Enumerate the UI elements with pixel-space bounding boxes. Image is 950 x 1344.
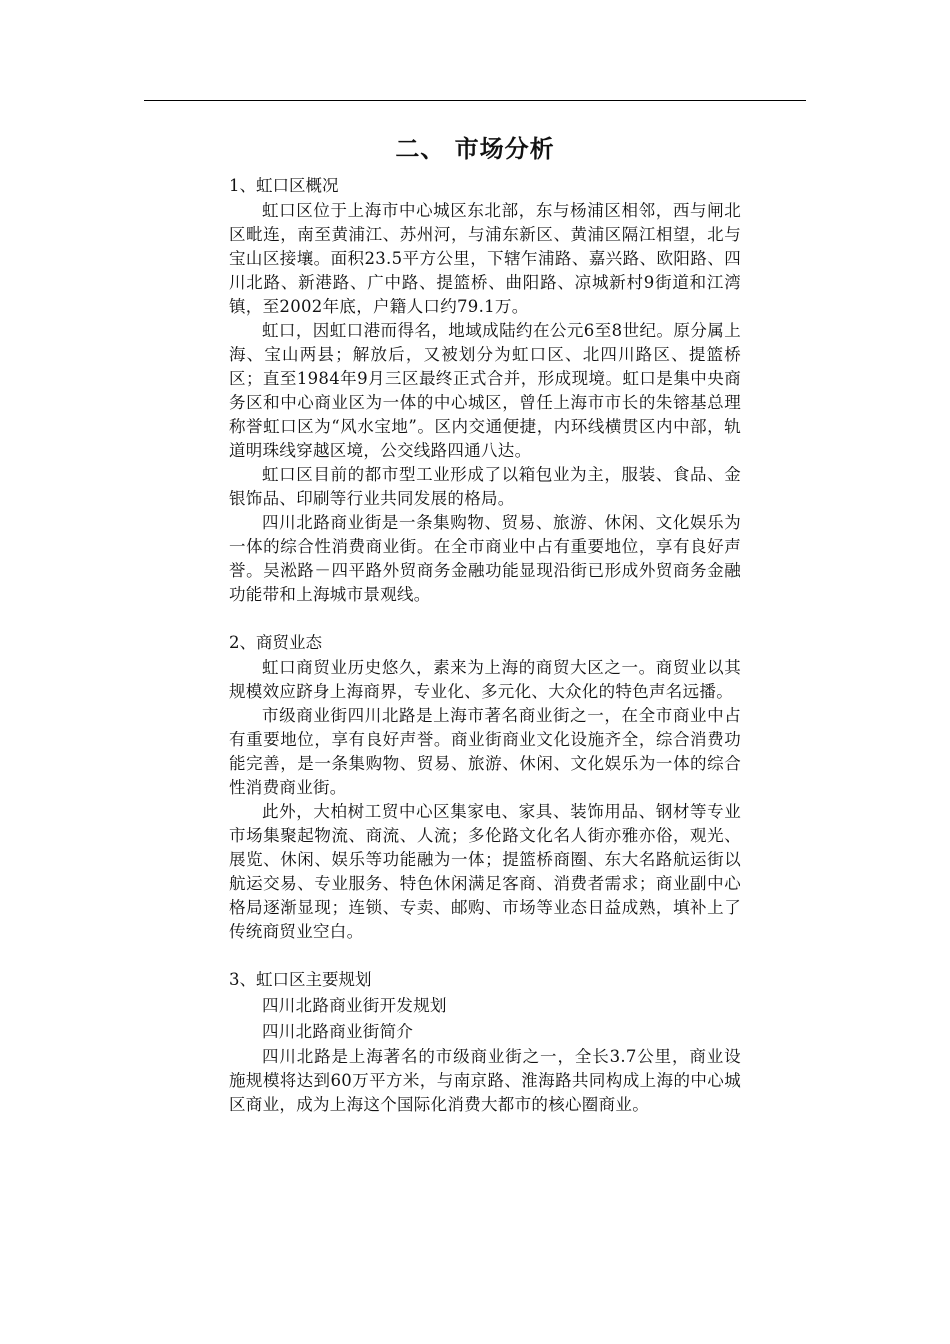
paragraph: 虹口区位于上海市中心城区东北部，东与杨浦区相邻，西与闸北区毗连，南至黄浦江、苏州河，与浦东新区、黄浦区隔江相望，北与宝山区接壤。面积23.5平方公里，下辖乍浦路、嘉兴路、欧阳路、四川北路、新港路、广中路、提篮桥、曲阳路、凉城新村9街道和江湾镇，至2002年底，户籍人口约79.1万。 xyxy=(229,201,741,316)
paragraph: 四川北路是上海著名的市级商业街之一，全长3.7公里，商业设施规模将达到60万平方米，与南京路、淮海路共同构成上海的中心城区商业，成为上海这个国际化消费大都市的核心圈商业。 xyxy=(229,1047,741,1114)
page-title: 二、 市场分析 xyxy=(395,134,555,163)
section-heading: 1、虹口区概况 xyxy=(229,176,339,195)
section-planning xyxy=(229,968,741,1117)
document-body xyxy=(229,174,741,1117)
paragraph: 四川北路商业街是一条集购物、贸易、旅游、休闲、文化娱乐为一体的综合性消费商业街。在全市商业中占有重要地位，享有良好声誉。吴淞路－四平路外贸商务金融功能显现沿街已形成外贸商务金融功能带和上海城市景观线。 xyxy=(229,513,741,604)
subheading: 四川北路商业街简介 xyxy=(262,1022,414,1041)
paragraph: 此外，大柏树工贸中心区集家电、家具、装饰用品、钢材等专业市场集聚起物流、商流、人流；多伦路文化名人街亦雅亦俗，观光、展览、休闲、娱乐等功能融为一体；提篮桥商圈、东大名路航运街以航运交易、专业服务、特色休闲满足客商、消费者需求；商业副中心格局逐渐显现；连锁、专卖、邮购、市场等业态日益成熟，填补上了传统商贸业空白。 xyxy=(229,802,741,941)
section-overview xyxy=(229,174,741,607)
section-heading: 3、虹口区主要规划 xyxy=(229,970,372,989)
section-heading: 2、商贸业态 xyxy=(229,633,322,652)
paragraph: 虹口区目前的都市型工业形成了以箱包业为主，服装、食品、金银饰品、印刷等行业共同发展的格局。 xyxy=(229,465,741,508)
header-rule xyxy=(144,100,806,101)
paragraph: 虹口，因虹口港而得名，地域成陆约在公元6至8世纪。原分属上海、宝山两县；解放后，又被划分为虹口区、北四川路区、提篮桥区；直至1984年9月三区最终正式合并，形成现境。虹口是集中央商务区和中心商业区为一体的中心城区，曾任上海市市长的朱镕基总理称誉虹口区为“风水宝地”。区内交通便捷，内环线横贯区内中部，轨道明珠线穿越区境，公交线路四通八达。 xyxy=(229,321,741,460)
subheading: 四川北路商业街开发规划 xyxy=(262,996,447,1015)
paragraph: 市级商业街四川北路是上海市著名商业街之一，在全市商业中占有重要地位，享有良好声誉。商业街商业文化设施齐全，综合消费功能完善，是一条集购物、贸易、旅游、休闲、文化娱乐为一体的综合性消费商业街。 xyxy=(229,706,741,797)
section-commerce xyxy=(229,631,741,944)
paragraph: 虹口商贸业历史悠久，素来为上海的商贸大区之一。商贸业以其规模效应跻身上海商界，专业化、多元化、大众化的特色声名远播。 xyxy=(229,658,741,701)
